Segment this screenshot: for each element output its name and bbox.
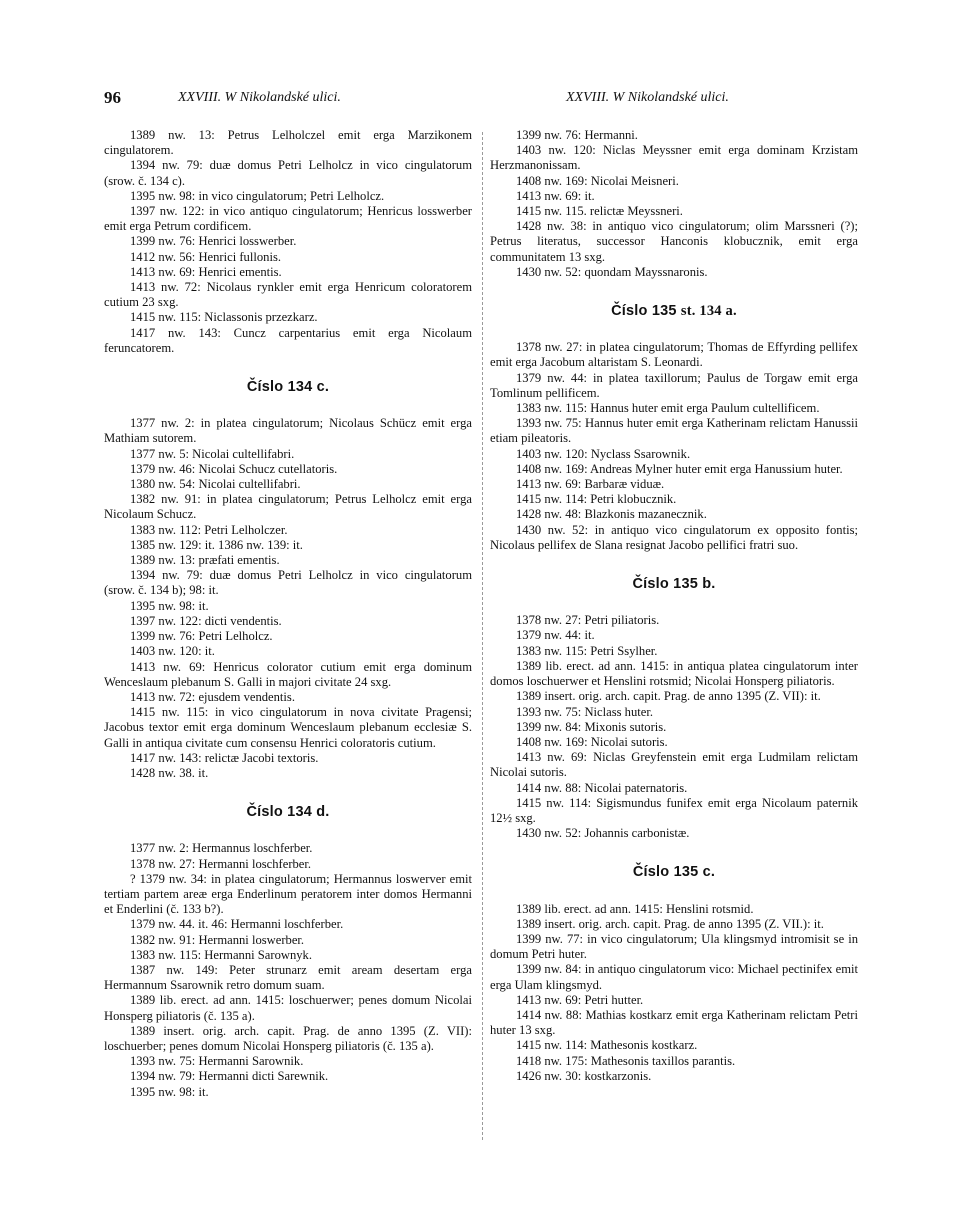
record-entry: 1389 insert. orig. arch. capit. Prag. de anno 1395 (Z. VII): loschuerber; penes domum Nicolai Honsperg piliatoris (č. 135 a). xyxy=(104,1023,472,1053)
record-entry: 1428 nw. 38. it. xyxy=(130,765,209,780)
record-entry: 1399 nw. 84: in antiquo cingulatorum vico: Michael pectinifex emit erga Ulam klingsmyd. xyxy=(490,962,858,992)
section-heading xyxy=(490,865,858,880)
record-entry: 1394 nw. 79: duæ domus Petri Lelholcz in vico cingulatorum (srow. č. 134 c). xyxy=(104,158,472,188)
record-entry: 1426 nw. 30: kostkarzonis. xyxy=(516,1068,652,1083)
record-entry: 1399 nw. 77: in vico cingulatorum; Ula klingsmyd intromisit se in domum Petri huter. xyxy=(490,931,858,962)
record-entry: ? 1379 nw. 34: in platea cingulatorum; Hermannus loswerver emit tertiam partem areæ erga Enderlinum peratorem inter domos Hermanni et Enderlini (č. 133 b?). xyxy=(104,871,472,917)
record-entry: 1380 nw. 54: Nicolai cultellifabri. xyxy=(130,477,301,492)
record-entry: 1414 nw. 88: Nicolai paternatoris. xyxy=(516,780,688,795)
page-number: 96 xyxy=(104,88,121,107)
record-entry: 1408 nw. 169: Nicolai sutoris. xyxy=(516,734,668,749)
record-entry: 1415 nw. 115: in vico cingulatorum in nova civitate Pragensi; Jacobus textor emit erga dominum Wenceslaum plebanum ecclesiæ S. Galli in antiqua civitate cum consensu Henrici coloratoris cutium. xyxy=(104,705,472,750)
record-entry: 1377 nw. 2: in platea cingulatorum; Nicolaus Schücz emit erga Mathiam sutorem. xyxy=(104,416,472,446)
record-entry: 1415 nw. 115: Niclassonis przezkarz. xyxy=(130,310,318,325)
record-entry: 1393 nw. 75: Hermanni Sarownik. xyxy=(130,1054,304,1069)
record-entry: 1403 nw. 120: Niclas Meyssner emit erga dominam Krzistam Herzmanonissam. xyxy=(490,143,858,173)
record-entry: 1430 nw. 52: Johannis carbonistæ. xyxy=(516,826,690,841)
record-entry: 1385 nw. 129: it. 1386 nw. 139: it. xyxy=(130,537,303,552)
record-entry: 1383 nw. 115: Hermanni Sarownyk. xyxy=(130,947,312,962)
section-heading xyxy=(490,304,858,319)
record-entry: 1418 nw. 175: Mathesonis taxillos parantis. xyxy=(516,1053,736,1068)
record-entry: 1379 nw. 46: Nicolai Schucz cutellatoris. xyxy=(130,461,338,476)
section-heading-text: Číslo 134 c. xyxy=(246,379,330,396)
record-entry: 1415 nw. 114: Petri klobucznik. xyxy=(516,492,677,507)
running-header xyxy=(0,88,960,114)
record-entry: 1382 nw. 91: in platea cingulatorum; Petrus Lelholcz emit erga Nicolaum Schucz. xyxy=(104,492,472,522)
record-entry: 1394 nw. 79: duæ domus Petri Lelholcz in vico cingulatorum (srow. č. 134 b); 98: it. xyxy=(104,568,472,598)
record-entry: 1413 nw. 72: ejusdem vendentis. xyxy=(130,689,295,704)
record-entry: 1378 nw. 27: Hermanni loschferber. xyxy=(130,856,312,871)
record-entry: 1378 nw. 27: in platea cingulatorum; Thomas de Effyrding pellifex emit erga Jacobum altaristam S. Leonardi. xyxy=(490,340,858,370)
record-entry: 1377 nw. 5: Nicolai cultellifabri. xyxy=(130,446,295,461)
record-entry: 1430 nw. 52: quondam Mayssnaronis. xyxy=(516,264,708,279)
record-entry: 1389 lib. erect. ad ann. 1415: loschuerwer; penes domum Nicolai Honsperg piliatoris (č. 135 a). xyxy=(104,993,472,1023)
record-entry: 1413 nw. 69: it. xyxy=(516,188,595,203)
record-entry: 1397 nw. 122: in vico antiquo cingulatorum; Henricus losswerber emit erga Petrum cordificem. xyxy=(104,204,472,234)
section-heading-text: Číslo 135 b. xyxy=(632,576,716,593)
record-entry: 1399 nw. 84: Mixonis sutoris. xyxy=(516,719,667,734)
record-entry: 1417 nw. 143: Cuncz carpentarius emit erga Nicolaum feruncatorem. xyxy=(104,325,472,355)
record-entry: 1412 nw. 56: Henrici fullonis. xyxy=(130,249,281,264)
record-entry: 1379 nw. 44: it. xyxy=(516,628,595,643)
record-entry: 1383 nw. 115: Hannus huter emit erga Paulum cultellificem. xyxy=(516,401,820,416)
record-entry: 1389 insert. orig. arch. capit. Prag. de anno 1395 (Z. VII.): it. xyxy=(516,916,824,931)
record-entry: 1413 nw. 69: Henrici ementis. xyxy=(130,264,282,279)
record-entry: 1414 nw. 88: Mathias kostkarz emit erga Katherinam relictam Petri huter 13 sxg. xyxy=(490,1007,858,1038)
record-entry: 1395 nw. 98: in vico cingulatorum; Petri Lelholcz. xyxy=(130,188,385,203)
section-heading-text: Číslo 135 xyxy=(611,303,677,320)
record-entry: 1399 nw. 76: Hermanni. xyxy=(516,128,638,142)
record-entry: 1395 nw. 98: it. xyxy=(130,1084,209,1099)
record-entry: 1413 nw. 69: Henricus colorator cutium emit erga dominum Wenceslaum plebanum S. Galli in majori civitate 24 sxg. xyxy=(104,659,472,689)
record-entry: 1403 nw. 120: Nyclass Ssarownik. xyxy=(516,446,691,461)
record-entry: 1389 insert. orig. arch. capit. Prag. de anno 1395 (Z. VII): it. xyxy=(516,689,821,704)
record-entry: 1413 nw. 69: Barbaræ viduæ. xyxy=(516,477,665,492)
section-heading-text: Číslo 134 d. xyxy=(246,804,330,821)
record-entry: 1413 nw. 69: Petri hutter. xyxy=(516,992,644,1007)
record-entry: 1389 nw. 13: Petrus Lelholczel emit erga Marzikonem cingulatorem. xyxy=(104,128,472,158)
record-entry: 1382 nw. 91: Hermanni loswerber. xyxy=(130,932,305,947)
column-divider xyxy=(482,132,483,1140)
section-heading xyxy=(490,577,858,592)
record-entry: 1394 nw. 79: Hermanni dicti Sarewnik. xyxy=(130,1069,329,1084)
record-entry: 1408 nw. 169: Andreas Mylner huter emit erga Hanussium huter. xyxy=(516,461,843,476)
record-entry: 1428 nw. 38: in antiquo vico cingulatorum; olim Marssneri (?); Petrus literatus, successor Hanconis klobucznik, emit erga communitatem 13 sxg. xyxy=(490,219,858,264)
record-entry: 1430 nw. 52: in antiquo vico cingulatorum ex opposito fontis; Nicolaus pellifex de Slana resignat Jacobo pellifici fratri suo. xyxy=(490,522,858,552)
section-heading xyxy=(104,805,472,820)
record-entry: 1399 nw. 76: Petri Lelholcz. xyxy=(130,629,273,644)
record-entry: 1383 nw. 112: Petri Lelholczer. xyxy=(130,522,288,537)
left-column xyxy=(104,128,472,1100)
record-entry: 1389 nw. 13: præfati ementis. xyxy=(130,553,280,568)
running-title-left: XXVIII. W Nikolandské ulici. xyxy=(178,90,341,105)
record-entry: 1379 nw. 44. it. 46: Hermanni loschferber. xyxy=(130,917,344,932)
record-entry: 1417 nw. 143: relictæ Jacobi textoris. xyxy=(130,750,319,765)
running-title-right: XXVIII. W Nikolandské ulici. xyxy=(566,90,729,105)
section-heading xyxy=(104,380,472,395)
section-heading-suffix: st. 134 a. xyxy=(680,303,737,320)
record-entry: 1395 nw. 98: it. xyxy=(130,598,209,613)
record-entry: 1403 nw. 120: it. xyxy=(130,644,215,659)
record-entry: 1415 nw. 114: Mathesonis kostkarz. xyxy=(516,1038,698,1053)
record-entry: 1415 nw. 114: Sigismundus funifex emit erga Nicolaum paternik 12½ sxg. xyxy=(490,795,858,825)
section-heading-text: Číslo 135 c. xyxy=(632,864,716,881)
record-entry: 1383 nw. 115: Petri Ssylher. xyxy=(516,643,658,658)
record-entry: 1389 lib. erect. ad ann. 1415: in antiqua platea cingulatorum inter domos loschuerwer et Henslini rotsmid; Nicolai Honsperg piliatoris. xyxy=(490,658,858,689)
record-entry: 1389 lib. erect. ad ann. 1415: Henslini rotsmid. xyxy=(516,901,754,916)
record-entry: 1399 nw. 76: Henrici losswerber. xyxy=(130,234,297,249)
record-entry: 1413 nw. 69: Niclas Greyfenstein emit erga Ludmilam relictam Nicolai sutoris. xyxy=(490,750,858,780)
record-entry: 1387 nw. 149: Peter strunarz emit aream desertam erga Hermannum Ssarownik retro domum suam. xyxy=(104,962,472,993)
record-entry: 1379 nw. 44: in platea taxillorum; Paulus de Torgaw emit erga Tomlinum pellificem. xyxy=(490,370,858,400)
record-entry: 1393 nw. 75: Hannus huter emit erga Katherinam relictam Hanussii etiam pileatoris. xyxy=(490,416,858,446)
record-entry: 1428 nw. 48: Blazkonis mazanecznik. xyxy=(516,507,707,522)
record-entry: 1397 nw. 122: dicti vendentis. xyxy=(130,613,282,628)
record-entry: 1413 nw. 72: Nicolaus rynkler emit erga Henricum coloratorem cutium 23 sxg. xyxy=(104,280,472,310)
record-entry: 1415 nw. 115. relictæ Meyssneri. xyxy=(516,204,683,219)
record-entry: 1377 nw. 2: Hermannus loschferber. xyxy=(130,841,313,856)
record-entry: 1378 nw. 27: Petri piliatoris. xyxy=(516,613,660,628)
record-entry: 1393 nw. 75: Niclass huter. xyxy=(516,704,653,719)
right-column xyxy=(490,128,858,1084)
record-entry: 1408 nw. 169: Nicolai Meisneri. xyxy=(516,173,679,188)
